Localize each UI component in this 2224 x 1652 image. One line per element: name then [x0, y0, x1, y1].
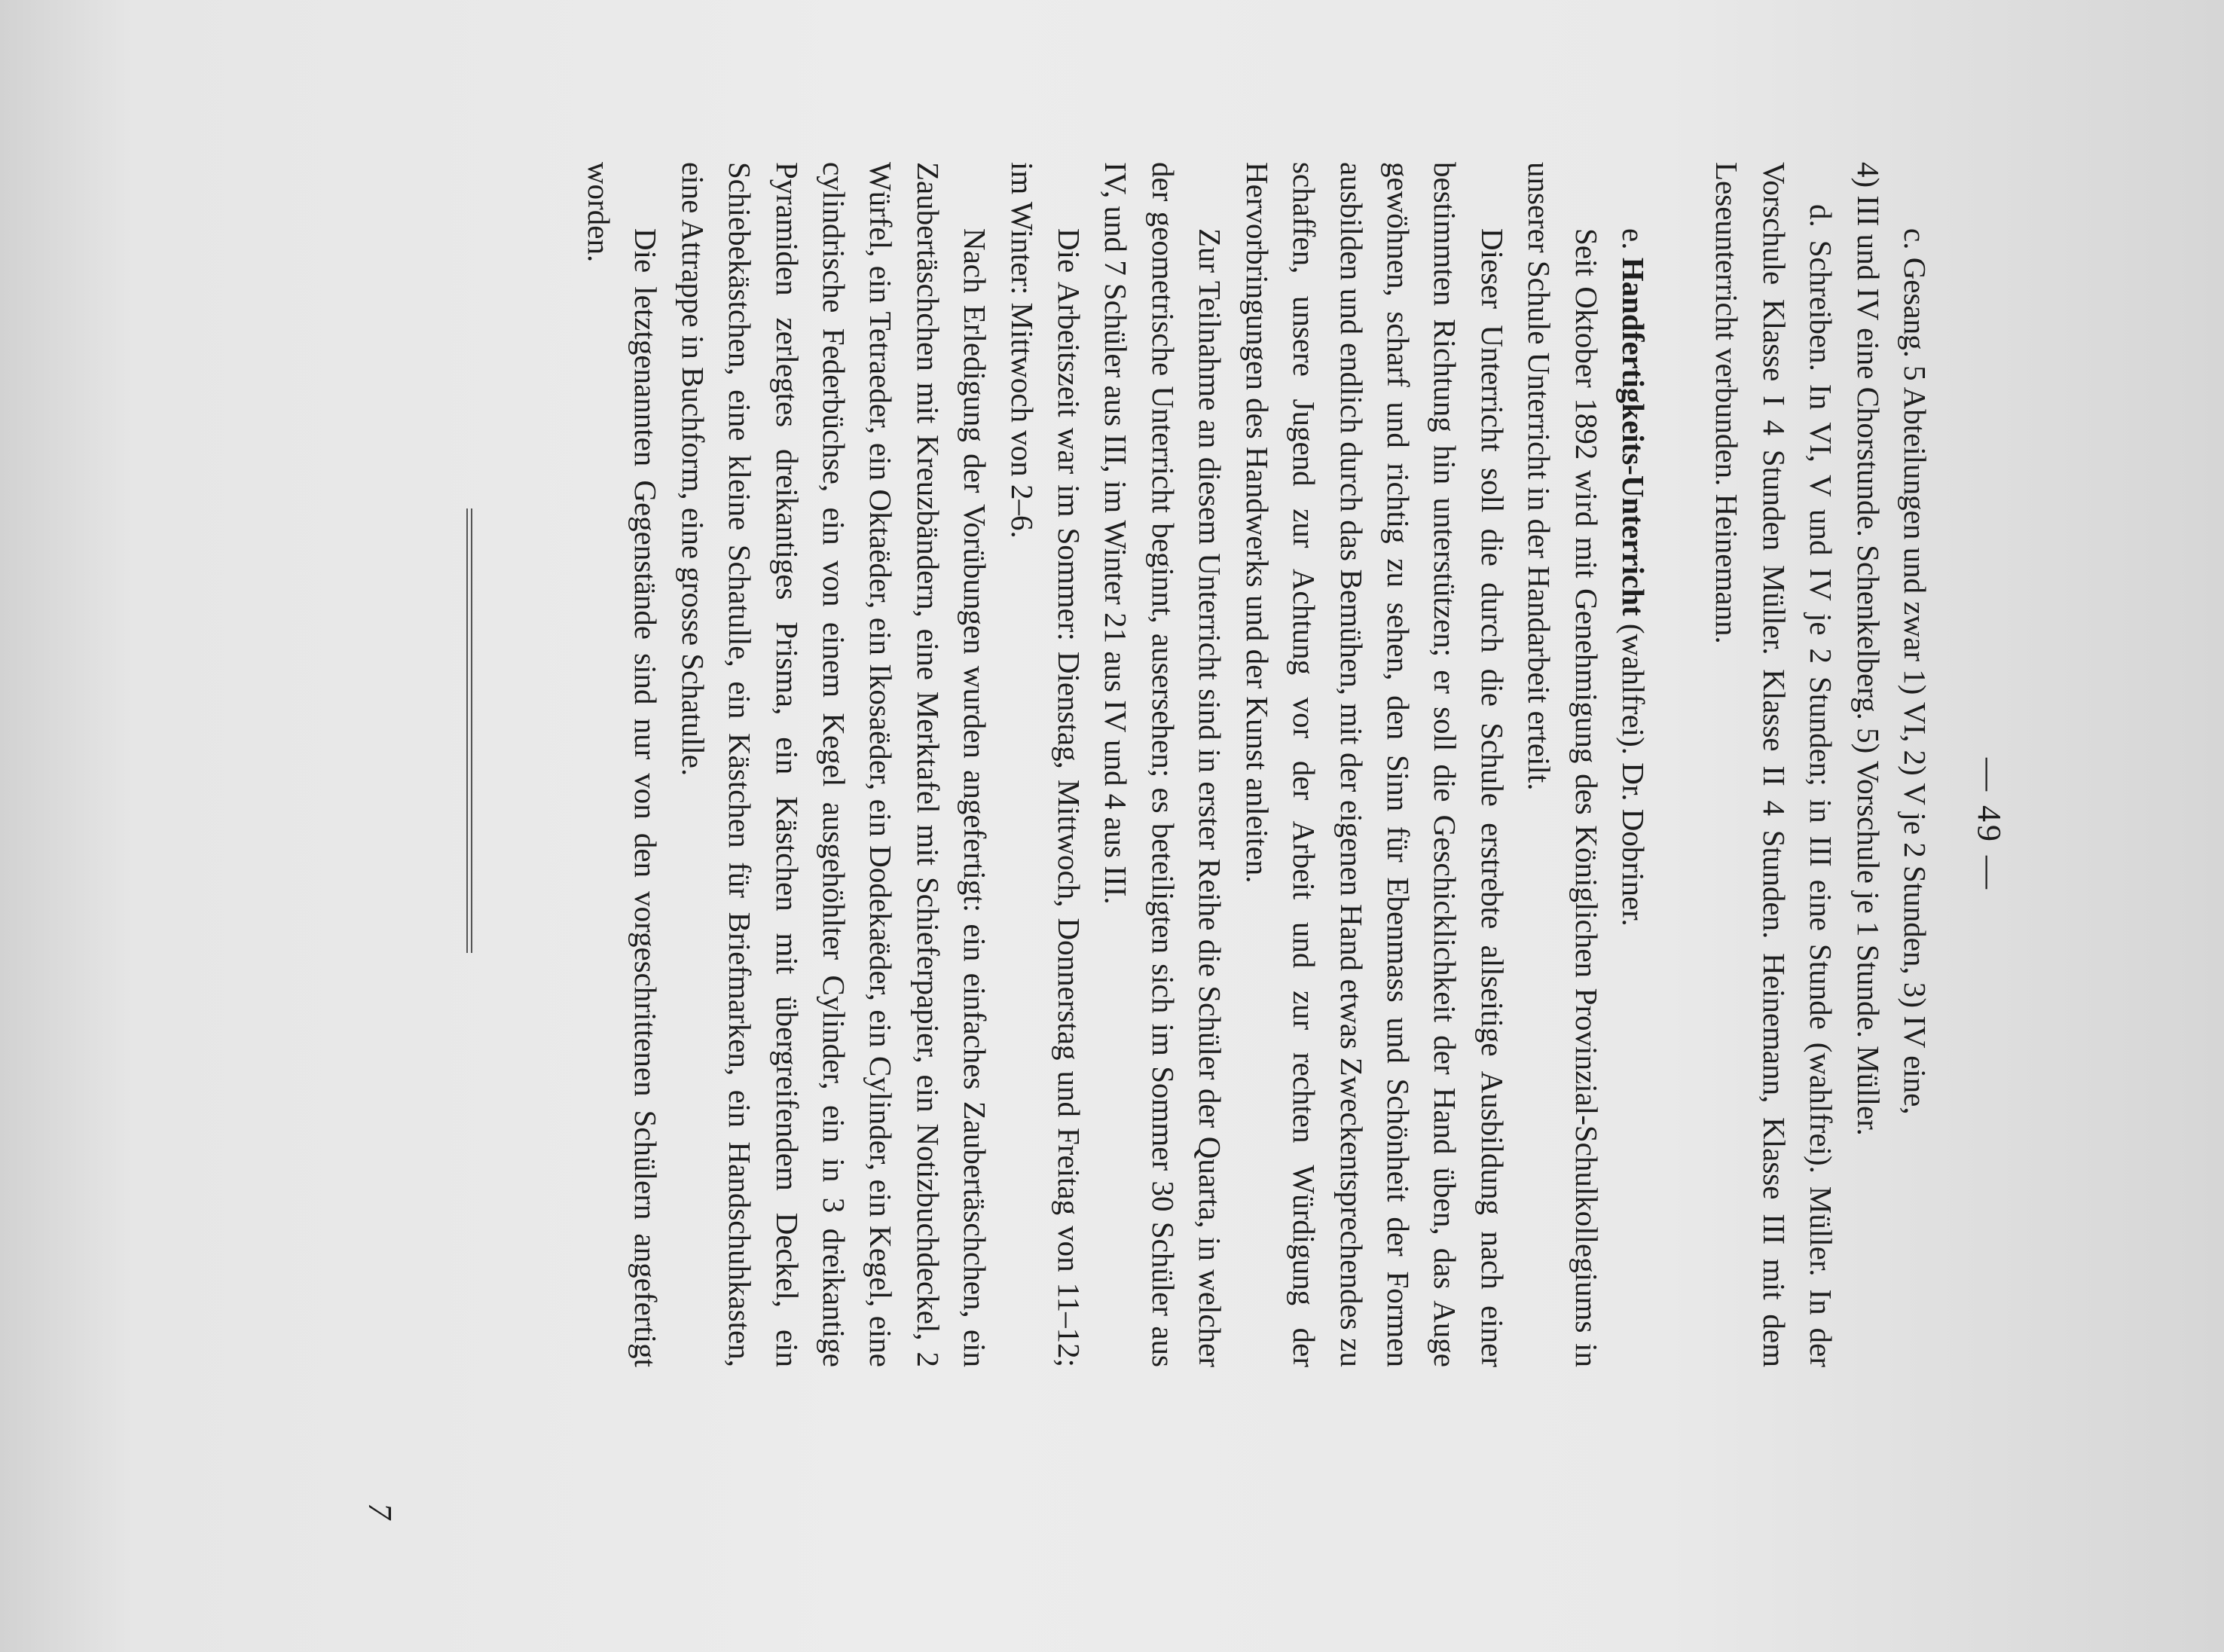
section-e-paragraph-6: Die letztgenannten Gegenstände sind nur von den vorgeschrittenen Schülern angefertigt worden.: [582, 162, 664, 1367]
section-e-paragraph-5: Nach Erledigung der Vorübungen wurden angefertigt: ein einfaches Zaubertäschchen, ein Zaubertäschchen mit Kreuzbändern, eine Merktafel mit Schieferpapier, ein Notizbuchdeckel, 2 Würfel, ein Tetraeder, ein Oktaëder, ein Ikosaëder, ein Dodekaëder, ein Cylinder, ein Kegel, eine cylindrische Federbüchse, ein von einem Kegel ausgehöhlter Cylinder, ein in 3 dreikantige Pyramiden zerlegtes dreikantiges Prisma, ein Kästchen mit übergreifendem Deckel, ein Schiebekästchen, eine kleine Schatulle, ein Kästchen für Briefmarken, ein Handschuhkasten, eine Attrappe in Buchform, eine grosse Schatulle.: [675, 162, 993, 1367]
section-e-paragraph-1: Seit Oktober 1892 wird mit Genehmigung des Königlichen Provinzial-Schulkollegiums in unserer Schule Unterricht in der Handarbeit erteilt.: [1522, 162, 1604, 1367]
rotated-page: [192, 72, 2030, 1578]
page-number: — 49 —: [1971, 758, 2008, 892]
section-e-heading: [1610, 162, 1657, 1367]
section-c-line-1: c. Gesang. 5 Abteilungen und zwar 1) VI, 2) V je 2 Stunden, 3) IV eine,: [1898, 228, 1932, 1115]
section-e-title-suffix: (wahlfrei). Dr. Dobriner.: [1615, 623, 1651, 927]
section-e-title: Handfertigkeits-Unterricht: [1615, 257, 1651, 616]
signature-mark: 7: [362, 1503, 399, 1519]
section-e-paragraph-3: Zur Teilnahme an diesem Unterricht sind in erster Reihe die Schüler der Quarta, in welcher der geometrische Unterricht beginnt, ausersehen; es beteiligten sich im Sommer 30 Schüler aus IV, und 7 Schüler aus III, im Winter 21 aus IV und 4 aus III.: [1098, 162, 1228, 1367]
page-body: [576, 162, 1938, 1367]
section-c-line-2: 4) III und IV eine Chorstunde. Schenkelberg. 5) Vorschule je 1 Stunde. Müller.: [1850, 162, 1886, 1136]
section-e-label: e.: [1615, 228, 1651, 250]
section-d-paragraph: d. Schreiben. In VI, V und IV je 2 Stunden; in III eine Stunde (wahlfrei). Müller. In der Vorschule Klasse I 4 Stunden Müller. Klasse II 4 Stunden. Heinemann, Klasse III mit dem Leseunterricht verbunden. Heinemann.: [1709, 162, 1839, 1367]
closing-double-rule: [466, 508, 472, 953]
section-e-paragraph-2: Dieser Unterricht soll die durch die Schule erstrebte allseitige Ausbildung nach einer bestimmten Richtung hin unterstützen; er soll die Geschicklichkeit der Hand üben, das Auge gewöhnen, scharf und richtig zu sehen, den Sinn für Ebenmass und Schönheit der Formen ausbilden und endlich durch das Bemühen, mit der eigenen Hand etwas Zweckentsprechendes zu schaffen, unsere Jugend zur Achtung vor der Arbeit und zur rechten Würdigung der Hervorbringungen des Handwerks und der Kunst anleiten.: [1239, 162, 1510, 1367]
section-e-paragraph-4: Die Arbeitszeit war im Sommer: Dienstag, Mittwoch, Donnerstag und Freitag von 11–12; im Winter: Mittwoch von 2–6.: [1004, 162, 1087, 1367]
